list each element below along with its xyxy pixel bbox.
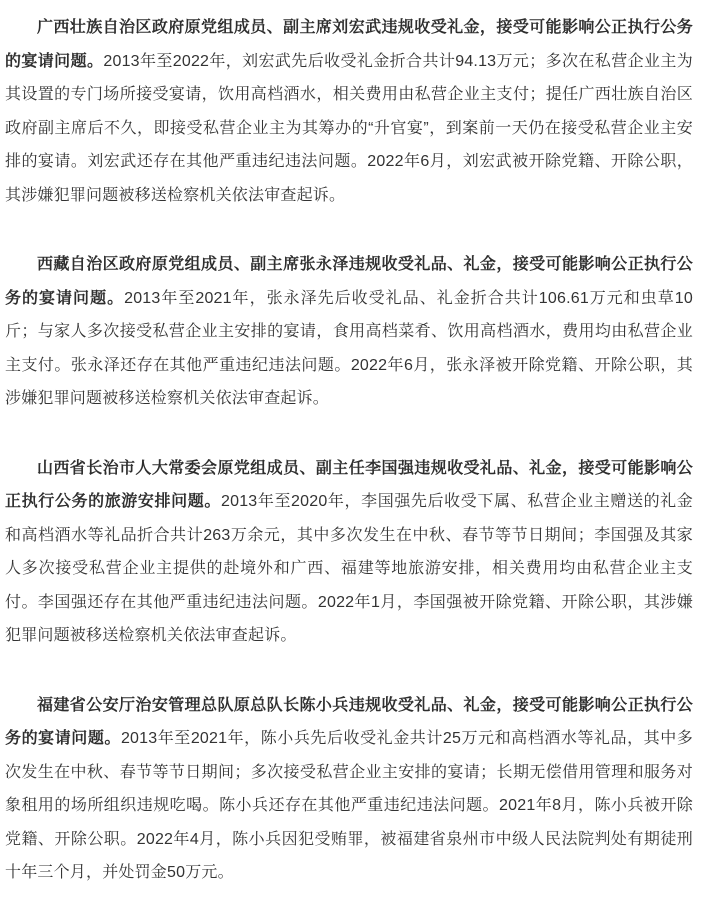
case-lead-sentence: 西藏自治区政府原党组成员、副主席张永泽违规收受礼品、礼金，接受可能影响公正执行公务的宴请问题。 [5,256,693,307]
case-paragraph-liguoqiang [5,452,693,653]
case-body-text: 2013年至2022年，刘宏武先后收受礼金折合共计94.13万元；多次在私营企业主为其设置的专门场所接受宴请，饮用高档酒水，相关费用由私营企业主支付；提任广西壮族自治区政府副主席后不久，即接受私营企业主为其筹办的“升官宴”，到案前一天仍在接受私营企业主安排的宴请。刘宏武还存在其他严重违纪违法问题。2022年6月，刘宏武被开除党籍、开除公职，其涉嫌犯罪问题被移送检察机关依法审查起诉。 [5,52,693,204]
case-paragraph-zhangyongze [5,248,693,416]
case-lead-sentence: 山西省长治市人大常委会原党组成员、副主任李国强违规收受礼品、礼金，接受可能影响公正执行公务的旅游安排问题。 [5,459,693,510]
case-body-text: 2013年至2021年，张永泽先后收受礼品、礼金折合共计106.61万元和虫草10斤；与家人多次接受私营企业主安排的宴请，食用高档菜肴、饮用高档酒水，费用均由私营企业主支付。张永泽还存在其他严重违纪违法问题。2022年6月，张永泽被开除党籍、开除公职，其涉嫌犯罪问题被移送检察机关依法审查起诉。 [5,289,694,407]
case-lead-sentence: 广西壮族自治区政府原党组成员、副主席刘宏武违规收受礼金，接受可能影响公正执行公务的宴请问题。 [5,19,693,70]
case-paragraph-liuhongwu [5,11,693,212]
case-body-text: 2013年至2020年，李国强先后收受下属、私营企业主赠送的礼金和高档酒水等礼品折合共计263万余元，其中多次发生在中秋、春节等节日期间；李国强及其家人多次接受私营企业主提供的赴境外和广西、福建等地旅游安排，相关费用均由私营企业主支付。李国强还存在其他严重违纪违法问题。2022年1月，李国强被开除党籍、开除公职，其涉嫌犯罪问题被移送检察机关依法审查起诉。 [5,493,693,644]
case-paragraph-chenxiaobing [5,689,693,890]
case-body-text: 2013年至2021年，陈小兵先后收受礼金共计25万元和高档酒水等礼品，其中多次发生在中秋、春节等节日期间；多次接受私营企业主安排的宴请；长期无偿借用管理和服务对象租用的场所组织违规吃喝。陈小兵还存在其他严重违纪违法问题。2021年8月，陈小兵被开除党籍、开除公职。2022年4月，陈小兵因犯受贿罪，被福建省泉州市中级人民法院判处有期徒刑十年三个月，并处罚金50万元。 [5,730,693,881]
case-lead-sentence: 福建省公安厅治安管理总队原总队长陈小兵违规收受礼品、礼金，接受可能影响公正执行公务的宴请问题。 [5,696,693,747]
